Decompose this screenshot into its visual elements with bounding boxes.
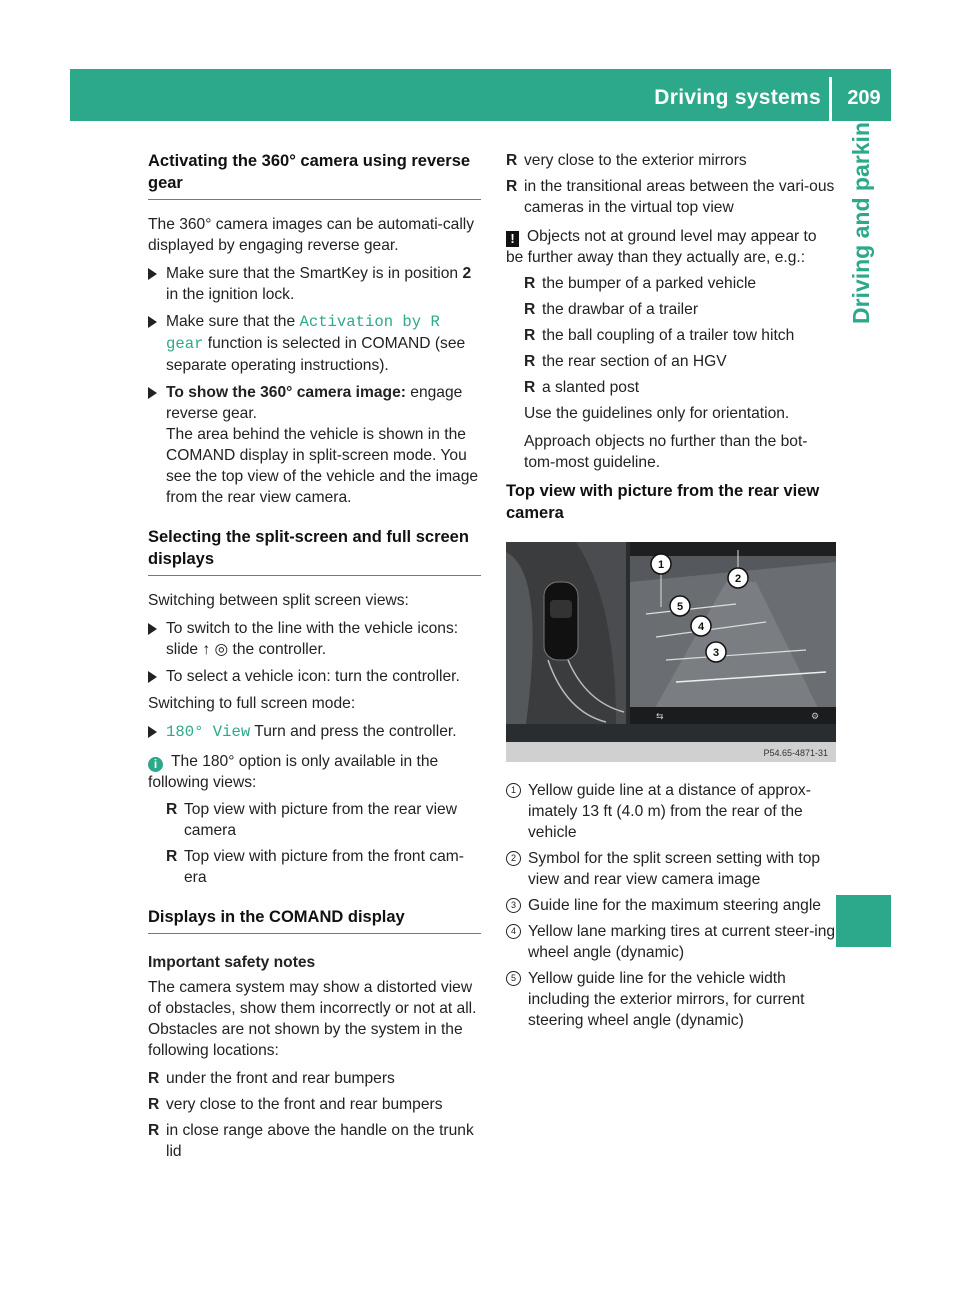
step-arrow-icon	[148, 623, 157, 635]
step: To switch to the line with the vehicle icons: slide ↑ ◎ the controller.	[148, 618, 481, 660]
list-item: R the bumper of a parked vehicle	[524, 275, 757, 292]
list-item: R the ball coupling of a trailer tow hitch	[524, 327, 795, 344]
heading-activating: Activating the 360° camera using reverse gear	[148, 152, 471, 192]
header-bar	[70, 69, 891, 121]
paragraph: The 360° camera images can be automati-cally displayed by engaging reverse gear.	[148, 216, 475, 254]
legend-item	[506, 895, 836, 916]
legend-item	[506, 780, 836, 843]
list-item: R Top view with picture from the front cam-era	[166, 848, 464, 886]
menu-code: 180° View	[166, 723, 251, 741]
legend-text: Symbol for the split screen setting with top view and rear view camera image	[528, 850, 821, 888]
legend-text: Yellow guide line for the vehicle width including the exterior mirrors, for current steering wheel angle (dynamic)	[528, 970, 805, 1029]
callout-5: 5	[676, 601, 684, 613]
callout-1: 1	[657, 559, 665, 571]
list-item: R very close to the exterior mirrors	[506, 152, 747, 169]
arrow-up-icon: ↑	[202, 641, 211, 658]
page-number: 209	[847, 87, 881, 109]
section-title: Driving systems	[654, 86, 821, 109]
callout-2: 2	[734, 573, 742, 585]
figure-code: P54.65-4871-31	[763, 748, 828, 758]
header-divider	[829, 77, 832, 121]
step-arrow-icon	[148, 316, 157, 328]
callout-number-icon: 2	[506, 851, 521, 866]
divider	[148, 199, 481, 200]
camera-display-figure	[506, 542, 836, 762]
list-item: R Top view with picture from the rear view camera	[166, 801, 457, 839]
callout-3: 3	[712, 647, 720, 659]
svg-text:⚙: ⚙	[811, 712, 820, 722]
menu-code: Activation by R gear	[166, 313, 440, 353]
paragraph: Use the guidelines only for orientation.	[524, 405, 790, 422]
step: Make sure that the Activation by R gear function is selected in COMAND (see separate operating instructions).	[148, 311, 481, 376]
subheading: Important safety notes	[148, 954, 316, 971]
step-arrow-icon	[148, 726, 157, 738]
controller-icon: ◎	[214, 641, 229, 658]
camera-display-illustration	[506, 542, 836, 762]
heading-split-screen: Selecting the split-screen and full screen displays	[148, 528, 469, 568]
warning-icon: !	[506, 231, 519, 247]
list-item: R under the front and rear bumpers	[148, 1070, 395, 1087]
callout-number-icon: 5	[506, 971, 521, 986]
info-note: i The 180° option is only available in the following views: R Top view with picture from the rear view camera R Top view with picture from the front cam-era	[148, 751, 481, 888]
divider	[148, 933, 481, 934]
left-column	[148, 150, 481, 1167]
step: 180° View Turn and press the controller.	[148, 721, 481, 743]
chapter-marker	[836, 895, 891, 947]
divider	[148, 575, 481, 576]
chapter-tab: Driving and parking	[848, 108, 874, 324]
step: Make sure that the SmartKey is in position 2 in the ignition lock.	[148, 263, 481, 305]
list-item: R the rear section of an HGV	[524, 353, 727, 370]
callout-4: 4	[697, 621, 705, 633]
list-item: R the drawbar of a trailer	[524, 301, 699, 318]
legend-text: Guide line for the maximum steering angle	[528, 897, 821, 914]
heading-top-view: Top view with picture from the rear view camera	[506, 482, 820, 522]
callout-number-icon: 4	[506, 924, 521, 939]
paragraph: Switching between split screen views:	[148, 592, 409, 609]
step-arrow-icon	[148, 671, 157, 683]
svg-text:⇆: ⇆	[656, 712, 664, 722]
list-item: R very close to the front and rear bumpers	[148, 1096, 443, 1113]
list-item: R in the transitional areas between the vari-ous cameras in the virtual top view	[506, 178, 835, 216]
legend-item	[506, 968, 836, 1031]
heading-displays: Displays in the COMAND display	[148, 908, 405, 926]
legend-text: Yellow lane marking tires at current steer-ing wheel angle (dynamic)	[528, 923, 836, 961]
legend-item	[506, 921, 836, 963]
callout-number-icon: 1	[506, 783, 521, 798]
step: To show the 360° camera image: engage reverse gear. The area behind the vehicle is shown in the COMAND display in split-screen mode. You see the top view of the vehicle and the image from the rear view camera.	[148, 382, 481, 508]
list-item: R a slanted post	[524, 379, 640, 396]
paragraph: The camera system may show a distorted view of obstacles, show them incorrectly or not at all. Obstacles are not shown by the system in the following locations:	[148, 979, 477, 1059]
figure-legend	[506, 780, 836, 1031]
legend-text: Yellow guide line at a distance of approx-imately 13 ft (4.0 m) from the rear of the vehicle	[528, 782, 811, 841]
step-arrow-icon	[148, 387, 157, 399]
right-column	[506, 150, 836, 1036]
step-arrow-icon	[148, 268, 157, 280]
step: To select a vehicle icon: turn the controller.	[148, 666, 481, 687]
paragraph: Switching to full screen mode:	[148, 695, 356, 712]
legend-item	[506, 848, 836, 890]
info-icon: i	[148, 757, 163, 772]
callout-number-icon: 3	[506, 898, 521, 913]
list-item: R in close range above the handle on the trunk lid	[148, 1122, 474, 1160]
warning-note: ! Objects not at ground level may appear to be further away than they actually are, e.g.:	[506, 228, 817, 266]
paragraph: Approach objects no further than the bot-tom-most guideline.	[524, 433, 808, 471]
